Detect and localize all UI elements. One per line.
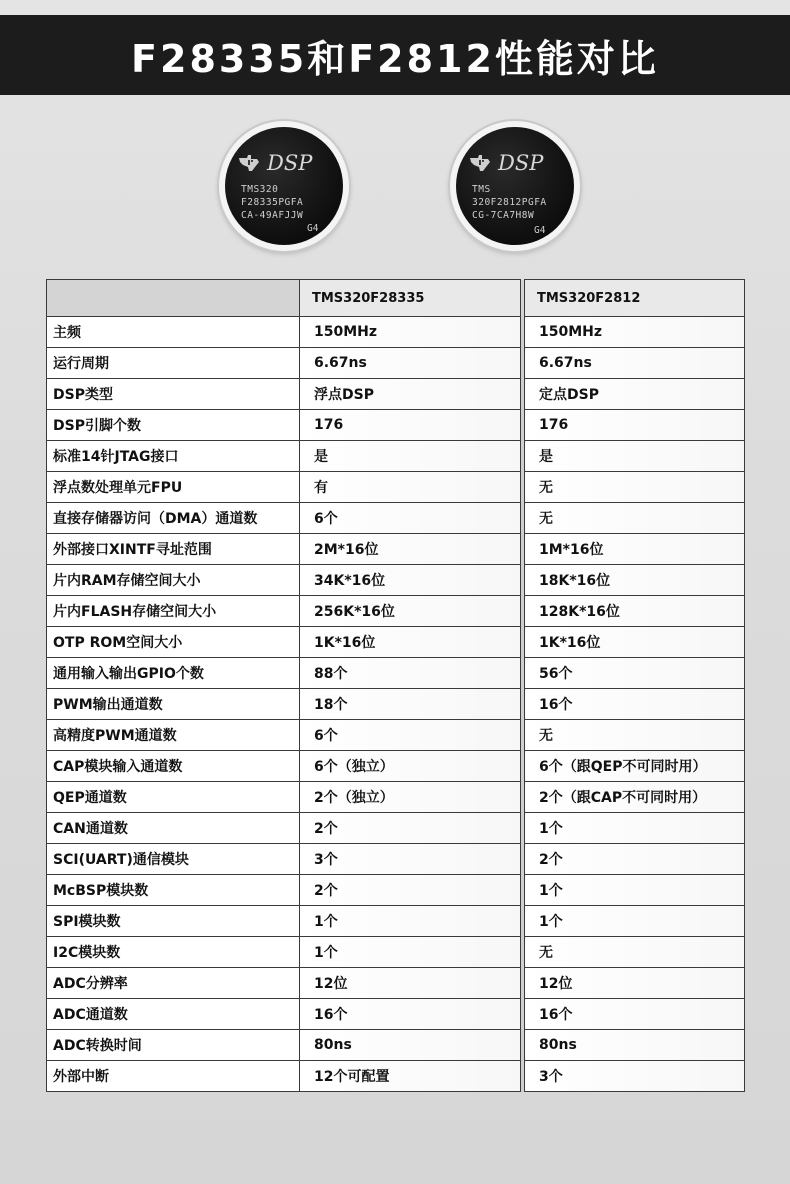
chip-body xyxy=(456,127,574,245)
table-row xyxy=(47,658,745,689)
table-row xyxy=(47,410,745,441)
value-f28335: 浮点DSP xyxy=(300,379,521,410)
row-label: McBSP模块数 xyxy=(47,875,300,906)
table-row xyxy=(47,565,745,596)
value-f28335: 12个可配置 xyxy=(300,1061,521,1092)
value-f2812: 是 xyxy=(525,441,745,472)
row-label: ADC通道数 xyxy=(47,999,300,1030)
value-f2812: 1M*16位 xyxy=(525,534,745,565)
table-row xyxy=(47,720,745,751)
row-label: 通用输入输出GPIO个数 xyxy=(47,658,300,689)
page-title: F28335和F2812性能对比 xyxy=(131,36,659,81)
value-f28335: 150MHz xyxy=(300,317,521,348)
table-row xyxy=(47,627,745,658)
value-f28335: 2个 xyxy=(300,813,521,844)
value-f2812: 16个 xyxy=(525,689,745,720)
value-f2812: 3个 xyxy=(525,1061,745,1092)
value-f28335: 256K*16位 xyxy=(300,596,521,627)
row-label: I2C模块数 xyxy=(47,937,300,968)
table-row xyxy=(47,844,745,875)
table-row xyxy=(47,906,745,937)
row-label: PWM输出通道数 xyxy=(47,689,300,720)
value-f28335: 1K*16位 xyxy=(300,627,521,658)
row-label: ADC分辨率 xyxy=(47,968,300,999)
value-f2812: 16个 xyxy=(525,999,745,1030)
value-f28335: 6个 xyxy=(300,503,521,534)
row-label: SPI模块数 xyxy=(47,906,300,937)
value-f2812: 无 xyxy=(525,472,745,503)
value-f2812: 6.67ns xyxy=(525,348,745,379)
table-row xyxy=(47,472,745,503)
value-f28335: 2M*16位 xyxy=(300,534,521,565)
value-f2812: 无 xyxy=(525,937,745,968)
table-header-cell xyxy=(47,280,300,317)
value-f28335: 88个 xyxy=(300,658,521,689)
value-f2812: 12位 xyxy=(525,968,745,999)
value-f2812: 无 xyxy=(525,503,745,534)
table-row xyxy=(47,1030,745,1061)
row-label: 标准14针JTAG接口 xyxy=(47,441,300,472)
comparison-table-body xyxy=(47,280,745,1092)
chip-brand: DSP xyxy=(267,151,313,175)
row-label: SCI(UART)通信模块 xyxy=(47,844,300,875)
comparison-table xyxy=(46,279,745,1092)
table-row xyxy=(47,441,745,472)
value-f28335: 是 xyxy=(300,441,521,472)
chip-brand: DSP xyxy=(498,151,544,175)
row-label: DSP引脚个数 xyxy=(47,410,300,441)
ti-logo-icon xyxy=(237,153,263,173)
value-f2812: 18K*16位 xyxy=(525,565,745,596)
value-f2812: 80ns xyxy=(525,1030,745,1061)
value-f28335: 1个 xyxy=(300,906,521,937)
title-bar xyxy=(0,15,790,95)
value-f2812: 128K*16位 xyxy=(525,596,745,627)
row-label: 外部中断 xyxy=(47,1061,300,1092)
row-label: 运行周期 xyxy=(47,348,300,379)
row-label: 浮点数处理单元FPU xyxy=(47,472,300,503)
value-f2812: 2个 xyxy=(525,844,745,875)
table-row xyxy=(47,999,745,1030)
value-f28335: 2个（独立） xyxy=(300,782,521,813)
table-row xyxy=(47,968,745,999)
row-label: CAN通道数 xyxy=(47,813,300,844)
value-f28335: 34K*16位 xyxy=(300,565,521,596)
table-row xyxy=(47,317,745,348)
table-header-row xyxy=(47,280,745,317)
value-f28335: 3个 xyxy=(300,844,521,875)
value-f2812: 1个 xyxy=(525,906,745,937)
table-header-cell: TMS320F28335 xyxy=(300,280,521,317)
table-row xyxy=(47,751,745,782)
value-f28335: 176 xyxy=(300,410,521,441)
value-f28335: 16个 xyxy=(300,999,521,1030)
table-row xyxy=(47,379,745,410)
value-f28335: 6.67ns xyxy=(300,348,521,379)
value-f2812: 1个 xyxy=(525,875,745,906)
chip-photo-f28335 xyxy=(219,121,349,251)
table-row xyxy=(47,875,745,906)
table-row xyxy=(47,813,745,844)
chip-marking: CA-49AFJJW xyxy=(241,210,304,221)
chip-marking: TMS xyxy=(472,184,491,195)
table-header-cell: TMS320F2812 xyxy=(525,280,745,317)
value-f2812: 2个（跟CAP不可同时用） xyxy=(525,782,745,813)
chip-body xyxy=(225,127,343,245)
chip-marking: CG-7CA7H8W xyxy=(472,210,535,221)
chip-marking: F28335PGFA xyxy=(241,197,304,208)
value-f2812: 150MHz xyxy=(525,317,745,348)
table-row xyxy=(47,689,745,720)
table-row xyxy=(47,348,745,379)
value-f2812: 56个 xyxy=(525,658,745,689)
table-row xyxy=(47,782,745,813)
value-f2812: 定点DSP xyxy=(525,379,745,410)
chip-code: G4 xyxy=(307,223,319,234)
row-label: 片内FLASH存储空间大小 xyxy=(47,596,300,627)
row-label: 外部接口XINTF寻址范围 xyxy=(47,534,300,565)
row-label: 直接存储器访问（DMA）通道数 xyxy=(47,503,300,534)
value-f2812: 无 xyxy=(525,720,745,751)
value-f28335: 18个 xyxy=(300,689,521,720)
table-row xyxy=(47,596,745,627)
value-f28335: 80ns xyxy=(300,1030,521,1061)
row-label: ADC转换时间 xyxy=(47,1030,300,1061)
value-f28335: 6个（独立） xyxy=(300,751,521,782)
row-label: 片内RAM存储空间大小 xyxy=(47,565,300,596)
table-row xyxy=(47,503,745,534)
row-label: OTP ROM空间大小 xyxy=(47,627,300,658)
row-label: CAP模块输入通道数 xyxy=(47,751,300,782)
row-label: 高精度PWM通道数 xyxy=(47,720,300,751)
row-label: QEP通道数 xyxy=(47,782,300,813)
chip-marking: 320F2812PGFA xyxy=(472,197,547,208)
table-row xyxy=(47,937,745,968)
value-f2812: 1个 xyxy=(525,813,745,844)
chip-code: G4 xyxy=(534,225,546,236)
value-f28335: 2个 xyxy=(300,875,521,906)
row-label: DSP类型 xyxy=(47,379,300,410)
ti-logo-icon xyxy=(468,153,494,173)
table-row xyxy=(47,534,745,565)
value-f2812: 6个（跟QEP不可同时用） xyxy=(525,751,745,782)
value-f28335: 6个 xyxy=(300,720,521,751)
table-row xyxy=(47,1061,745,1092)
value-f2812: 1K*16位 xyxy=(525,627,745,658)
chip-marking: TMS320 xyxy=(241,184,279,195)
value-f28335: 12位 xyxy=(300,968,521,999)
value-f2812: 176 xyxy=(525,410,745,441)
value-f28335: 1个 xyxy=(300,937,521,968)
row-label: 主频 xyxy=(47,317,300,348)
value-f28335: 有 xyxy=(300,472,521,503)
chip-photo-f2812 xyxy=(450,121,580,251)
